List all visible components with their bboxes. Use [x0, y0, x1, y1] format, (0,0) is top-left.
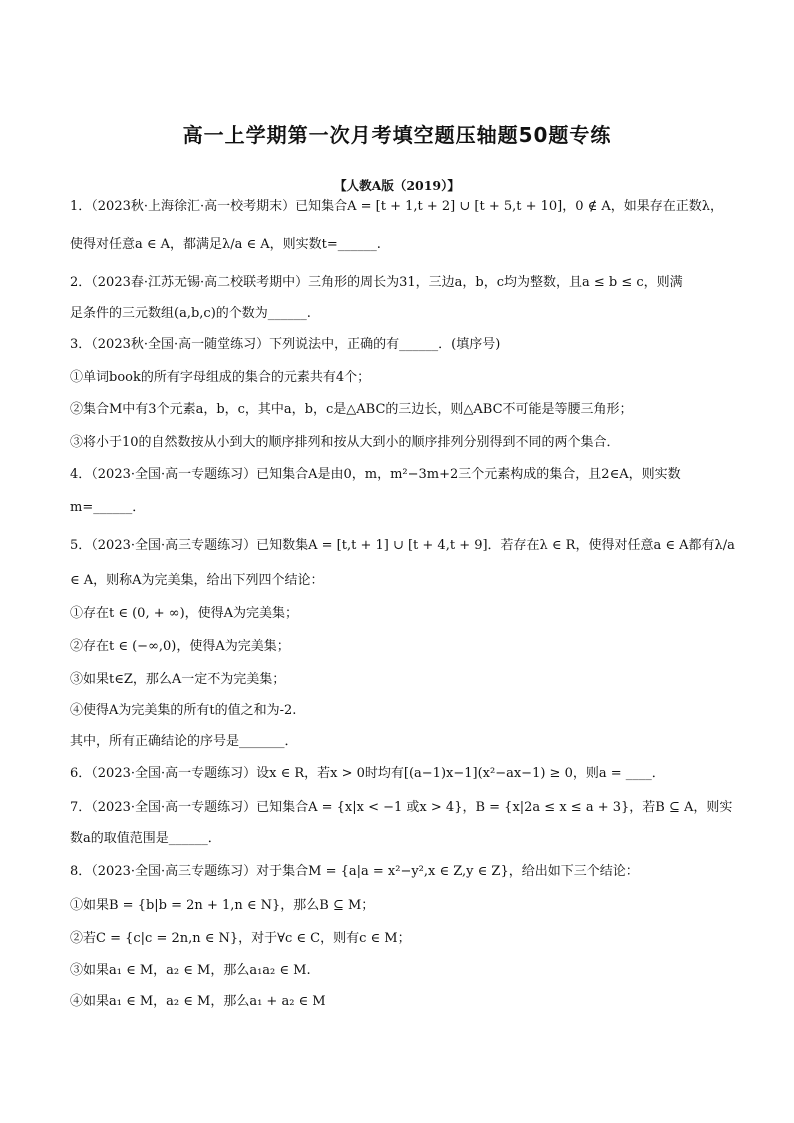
- text-line: ②若C = {c|c = 2n,n ∈ N}，对于∀c ∈ C，则有c ∈ M；: [70, 931, 411, 946]
- text-line: 7．（2023·全国·高一专题练习）已知集合A = {x|x < −1 或x > 4}，B = {x|2a ≤ x ≤ a + 3}，若B ⊆ A，则实: [70, 800, 733, 815]
- text-line: ③如果t∈Z，那么A一定不为完美集；: [70, 672, 286, 687]
- text-line: 6．（2023·全国·高一专题练习）设x ∈ R，若x > 0时均有[(a−1)x−1](x²−ax−1) ≥ 0，则a = ____．: [70, 766, 665, 781]
- text-line: ①存在t ∈ (0, + ∞)，使得A为完美集；: [70, 606, 299, 621]
- text-line: ③将小于10的自然数按从小到大的顺序排列和按从大到小的顺序排列分别得到不同的两个集合．: [70, 435, 620, 450]
- text-line: ②集合M中有3个元素a，b，c，其中a，b，c是△ABC的三边长，则△ABC不可能是等腰三角形；: [70, 402, 633, 417]
- text-line: ④如果a₁ ∈ M，a₂ ∈ M，那么a₁ + a₂ ∈ M: [70, 994, 326, 1009]
- text-line: 1．（2023秋·上海徐汇·高一校考期末）已知集合A = [t + 1,t + 2] ∪ [t + 5,t + 10]，0 ∉ A，如果存在正数λ，: [70, 199, 724, 214]
- text-line: ①如果B = {b|b = 2n + 1,n ∈ N}，那么B ⊆ M；: [70, 898, 375, 913]
- text-line: ④使得A为完美集的所有t的值之和为-2.: [70, 703, 297, 718]
- text-line: 足条件的三元数组(a,b,c)的个数为______.: [70, 306, 311, 321]
- text-line: m=______．: [70, 500, 146, 515]
- page-title: 高一上学期第一次月考填空题压轴题50题专练: [182, 123, 612, 147]
- page-subtitle: 【人教A版（2019）】: [334, 178, 460, 193]
- text-line: 4．（2023·全国·高一专题练习）已知集合A是由0，m，m²−3m+2三个元素构成的集合，且2∈A，则实数: [70, 467, 681, 482]
- text-line: ①单词book的所有字母组成的集合的元素共有4个；: [70, 370, 371, 385]
- text-line: ②存在t ∈ (−∞,0)，使得A为完美集；: [70, 639, 290, 654]
- text-line: 3．（2023秋·全国·高一随堂练习）下列说法中，正确的有______．(填序号): [70, 337, 501, 352]
- text-line: 5．（2023·全国·高三专题练习）已知数集A = [t,t + 1] ∪ [t + 4,t + 9]．若存在λ ∈ R，使得对任意a ∈ A都有λ/a: [70, 538, 735, 553]
- text-line: ③如果a₁ ∈ M，a₂ ∈ M，那么a₁a₂ ∈ M.: [70, 963, 311, 978]
- text-line: ∈ A，则称A为完美集，给出下列四个结论：: [70, 573, 324, 588]
- text-line: 8．（2023·全国·高三专题练习）对于集合M = {a|a = x²−y²,x ∈ Z,y ∈ Z}，给出如下三个结论：: [70, 864, 639, 879]
- text-line: 其中，所有正确结论的序号是_______．: [70, 734, 298, 749]
- text-line: 数a的取值范围是______．: [70, 831, 221, 846]
- text-line: 2．（2023春·江苏无锡·高二校联考期中）三角形的周长为31，三边a，b，c均为整数，且a ≤ b ≤ c，则满: [70, 275, 683, 290]
- text-line: 使得对任意a ∈ A，都满足λ/a ∈ A，则实数t=______.: [70, 237, 381, 252]
